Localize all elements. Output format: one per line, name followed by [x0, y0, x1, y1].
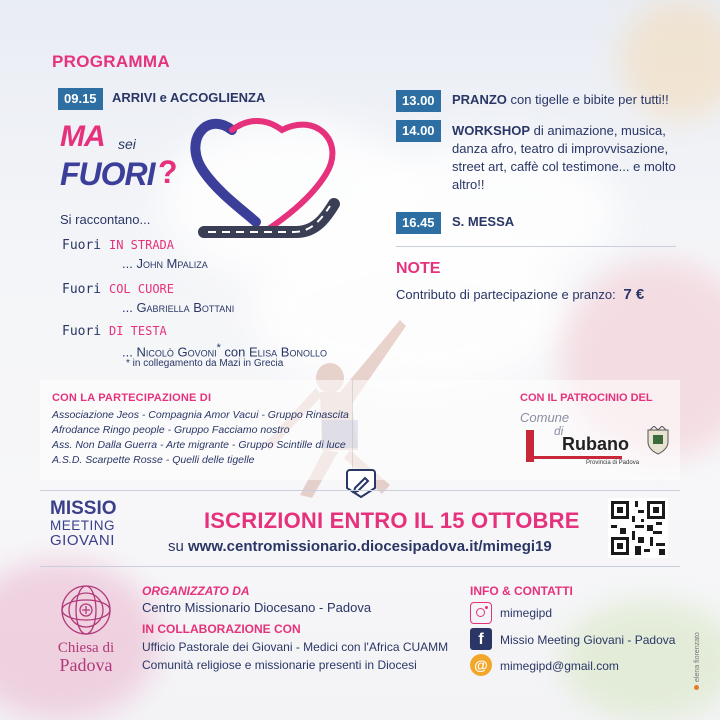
footnote-star: *	[216, 342, 221, 354]
chiesa-di-padova-emblem	[54, 582, 118, 638]
chiesa-line: Chiesa di	[57, 640, 115, 656]
schedule-item-text	[452, 92, 669, 107]
credit-dot-icon	[694, 685, 699, 690]
chiesa-logo-text	[46, 640, 126, 674]
schedule-item-text: ARRIVI e ACCOGLIENZA	[112, 90, 266, 105]
email-icon[interactable]: @	[470, 654, 492, 676]
iscrizioni-su: su	[168, 538, 189, 555]
partecipazione-title: CON LA PARTECIPAZIONE DI	[52, 392, 212, 404]
note-label: Contributo di partecipazione e pranzo:	[396, 287, 616, 302]
divider	[396, 246, 676, 247]
organizzato-text: Centro Missionario Diocesano - Padova	[142, 600, 372, 615]
story-guest: Elisa Bonollo	[248, 344, 327, 360]
story-heading	[62, 282, 174, 297]
collaborazione-line: Comunità religiose e missionarie presenti in Diocesi	[142, 658, 417, 672]
rubano-provincia: Provincia di Padova	[586, 460, 640, 466]
note-title: NOTE	[396, 260, 441, 277]
iscrizioni-url-line	[168, 538, 552, 555]
partecipazione-list	[52, 408, 349, 468]
facebook-page[interactable]: Missio Meeting Giovani - Padova	[500, 633, 676, 647]
footnote: * in collegamento da Mazi in Grecia	[126, 358, 284, 369]
story-speaker: ... Gabriella Bottani	[122, 300, 235, 315]
collaborazione-title: IN COLLABORAZIONE CON	[142, 622, 301, 636]
partecipazione-line: Associazione Jeos - Compagnia Amor Vacui - Gruppo Rinascita	[52, 409, 349, 421]
qr-code[interactable]	[608, 498, 668, 558]
partecipazione-line: Afrodance Ringo people - Gruppo Facciamo nostro	[52, 424, 290, 436]
logo-fuori-text: FUORI	[60, 156, 155, 192]
story-with: con	[220, 344, 249, 360]
story-highlight: COL CUORE	[108, 282, 174, 296]
schedule-item-bold: PRANZO	[452, 92, 507, 107]
info-title: INFO & CONTATTI	[470, 584, 573, 598]
story-heading	[62, 238, 174, 253]
missio-line: MISSIO	[50, 498, 117, 519]
email-address[interactable]: mimegipd@gmail.com	[500, 659, 619, 673]
rubano-name: Rubano	[562, 434, 629, 454]
pencil-icon	[344, 466, 378, 500]
credit-text: elena fiorenzato	[694, 632, 701, 682]
story-heading	[62, 324, 167, 339]
missio-line: GIOVANI	[50, 532, 115, 549]
missio-logo	[50, 500, 130, 560]
rubano-comune-text: Comune	[520, 410, 570, 425]
story-highlight: DI TESTA	[108, 324, 167, 338]
story-speaker: ... Nicolò Govoni	[122, 344, 217, 360]
rubano-bar	[526, 456, 622, 459]
organizzato-title: ORGANIZZATO DA	[142, 584, 250, 598]
time-badge: 16.45	[396, 212, 441, 234]
story-prefix: Fuori	[62, 238, 102, 253]
collaborazione-line: Ufficio Pastorale dei Giovani - Medici con l'Africa CUAMM	[142, 640, 449, 654]
designer-credit	[694, 632, 701, 690]
schedule-item-text: S. MESSA	[452, 214, 515, 229]
story-speaker: ... John Mpaliza	[122, 256, 208, 271]
logo-ma-text: MA	[60, 120, 105, 153]
schedule-item-text	[452, 122, 682, 194]
story-prefix: Fuori	[62, 282, 102, 297]
schedule-item-bold: WORKSHOP	[452, 123, 530, 138]
divider	[40, 490, 680, 491]
patrocinio-title: CON IL PATROCINIO DEL	[520, 392, 653, 404]
note-price: 7 €	[623, 286, 645, 303]
story-speaker-line	[122, 342, 327, 359]
partecipazione-line: A.S.D. Scarpette Rosse - Quelli delle tigelle	[52, 454, 255, 466]
coat-of-arms-icon	[646, 426, 670, 456]
heart-road-icon	[186, 112, 346, 247]
instagram-icon[interactable]	[470, 602, 492, 624]
story-prefix: Fuori	[62, 324, 102, 339]
missio-line: MEETING	[50, 518, 116, 533]
iscrizioni-title: ISCRIZIONI ENTRO IL 15 OTTOBRE	[204, 508, 580, 533]
partecipazione-line: Ass. Non Dalla Guerra - Arte migrante - Gruppo Scintille di luce	[52, 439, 346, 451]
stories-intro: Si raccontano...	[60, 212, 151, 227]
time-badge: 14.00	[396, 120, 441, 142]
registration-link[interactable]: www.centromissionario.diocesipadova.it/mimegi19	[188, 538, 552, 555]
note-text	[396, 286, 644, 303]
instagram-handle[interactable]: mimegipd	[500, 606, 553, 620]
schedule-item-rest: di animazione, musica, danza afro, teatro di improvvisazione, street art, caffè col testimone... e molto altro!!	[452, 123, 676, 192]
story-highlight: IN STRADA	[108, 238, 174, 252]
program-title: PROGRAMMA	[52, 52, 170, 71]
collaborazione-list	[142, 638, 448, 674]
chiesa-line: Padova	[59, 655, 113, 675]
time-badge: 09.15	[58, 88, 103, 110]
logo-question-mark: ?	[158, 154, 178, 190]
logo-sei-text: sei	[118, 136, 136, 152]
time-badge: 13.00	[396, 90, 441, 112]
rubano-logo	[520, 408, 670, 470]
facebook-icon[interactable]: f	[470, 628, 492, 650]
rubano-di-text: di	[554, 424, 564, 438]
divider	[40, 566, 680, 567]
schedule-item-rest: con tigelle e bibite per tutti!!	[506, 92, 669, 107]
